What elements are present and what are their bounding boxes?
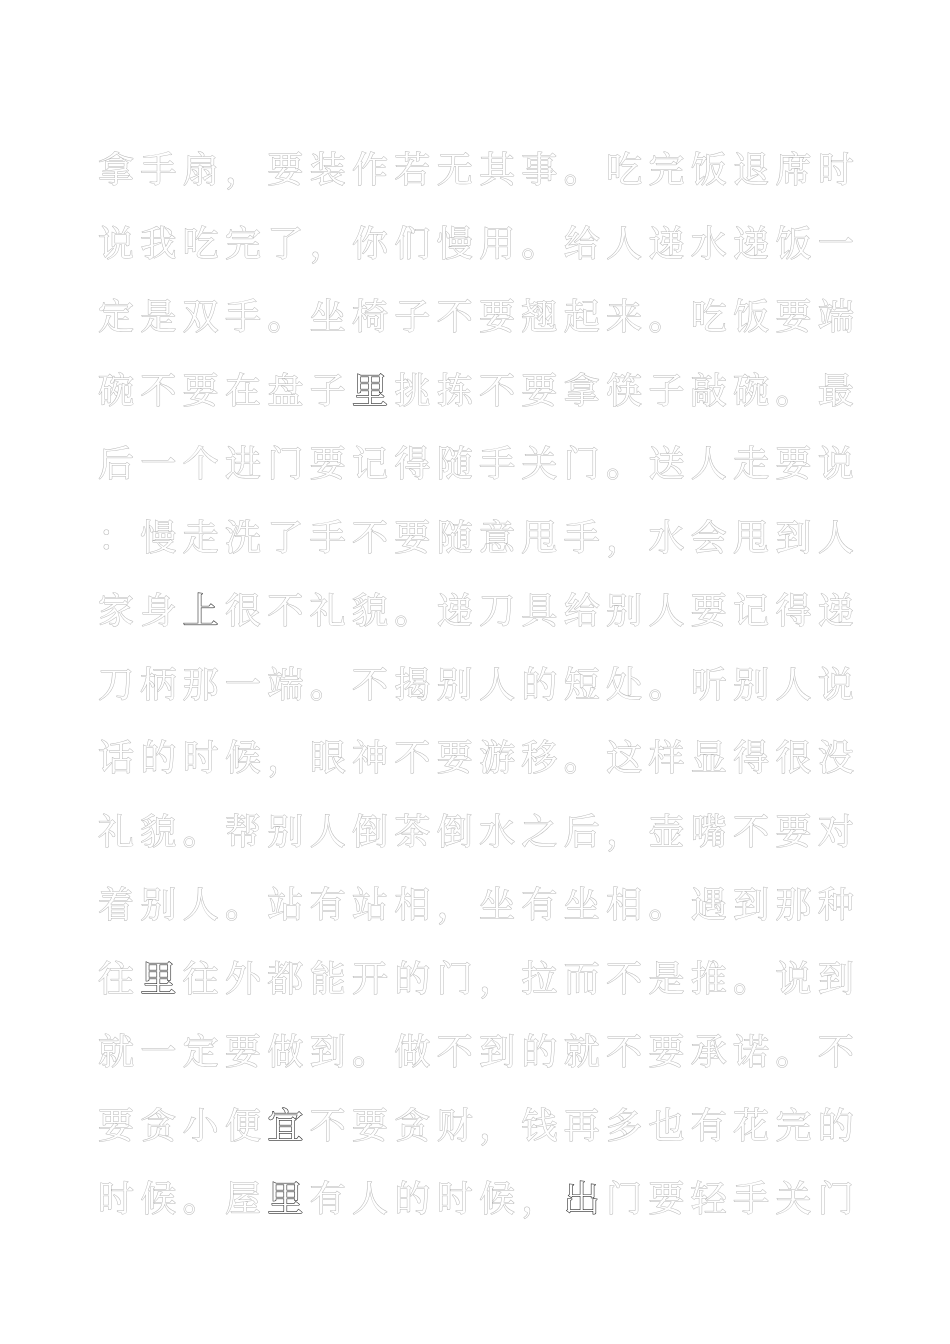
- text-char: 揭: [394, 664, 431, 706]
- text-char: ，: [309, 223, 346, 265]
- text-char: 敲: [690, 370, 727, 412]
- text-char: 眼: [309, 738, 346, 779]
- text-char: 席: [775, 150, 812, 191]
- text-char: 其: [479, 150, 516, 191]
- text-char: 有: [309, 1179, 346, 1220]
- text-char: 花: [733, 1105, 770, 1147]
- text-char: 完: [648, 150, 685, 191]
- text-char: 人: [182, 885, 219, 926]
- text-char: 壶: [648, 811, 685, 853]
- text-line: [96, 722, 856, 796]
- text-line: [96, 355, 856, 429]
- text-char: 倒: [352, 811, 389, 853]
- text-char: 有: [690, 1105, 727, 1147]
- text-char: 都: [267, 958, 304, 1000]
- text-char: 样: [648, 738, 685, 779]
- text-char: 要: [97, 1105, 134, 1147]
- text-char: 饭: [690, 150, 727, 191]
- text-char: 了: [267, 223, 304, 265]
- text-char: 人: [309, 811, 346, 853]
- text-line: [96, 869, 856, 943]
- text-char: 不: [733, 811, 770, 853]
- text-char: 意: [479, 517, 516, 559]
- text-char: 貌: [352, 591, 389, 632]
- text-char: 别: [733, 664, 770, 706]
- text-char: 拿: [563, 370, 600, 412]
- text-char: 关: [521, 444, 558, 485]
- text-char: 多: [606, 1105, 643, 1147]
- text-char: 双: [182, 297, 219, 338]
- text-line: [96, 428, 856, 502]
- text-char: 人: [479, 664, 516, 706]
- text-char: 再: [563, 1105, 600, 1147]
- text-char: 时: [817, 150, 854, 191]
- text-char: 站: [352, 885, 389, 926]
- text-char: 人: [352, 1179, 389, 1220]
- text-char: 移: [521, 738, 558, 779]
- text-char: 作: [352, 150, 389, 191]
- text-char: 贪: [140, 1105, 177, 1147]
- text-char: 到: [309, 1032, 346, 1073]
- text-char: 到: [733, 885, 770, 926]
- text-char: 关: [775, 1179, 812, 1220]
- text-char: 筷: [606, 370, 643, 412]
- text-char: 出: [563, 1179, 600, 1220]
- text-char: 进: [225, 444, 262, 485]
- text-line: [96, 943, 856, 1017]
- text-char: 无: [436, 150, 473, 191]
- text-char: 外: [225, 958, 262, 1000]
- text-char: ，: [267, 738, 304, 779]
- text-char: 饭: [775, 223, 812, 265]
- text-char: 吃: [182, 223, 219, 265]
- text-char: 就: [563, 1032, 600, 1073]
- text-char: 后: [563, 811, 600, 853]
- text-char: 一: [817, 223, 854, 265]
- text-char: 家: [97, 591, 134, 632]
- text-char: 到: [479, 1032, 516, 1073]
- text-char: 而: [563, 958, 600, 1000]
- text-char: ，: [436, 885, 473, 926]
- text-char: 坐: [563, 885, 600, 926]
- text-char: 水: [690, 223, 727, 265]
- text-char: 别: [606, 591, 643, 632]
- text-char: 候: [479, 1179, 516, 1220]
- text-char: 完: [225, 223, 262, 265]
- text-char: 。: [182, 811, 219, 853]
- text-char: 要: [690, 591, 727, 632]
- text-char: 吃: [606, 150, 643, 191]
- text-char: 手: [733, 1179, 770, 1220]
- text-char: 别: [267, 811, 304, 853]
- text-char: 坐: [309, 297, 346, 338]
- text-char: 记: [352, 444, 389, 485]
- text-char: 的: [521, 664, 558, 706]
- text-char: 坐: [479, 885, 516, 926]
- text-char: 做: [267, 1032, 304, 1073]
- text-char: 说: [775, 958, 812, 1000]
- text-char: 的: [140, 738, 177, 779]
- text-char: 要: [775, 297, 812, 338]
- text-char: 要: [225, 1032, 262, 1073]
- text-char: 着: [97, 885, 134, 926]
- text-char: 贪: [394, 1105, 431, 1147]
- text-char: 上: [182, 591, 219, 632]
- text-char: 要: [267, 150, 304, 191]
- text-char: 之: [521, 811, 558, 853]
- text-char: 要: [479, 297, 516, 338]
- text-char: 不: [140, 370, 177, 412]
- text-char: 屋: [225, 1179, 262, 1220]
- text-char: 手: [309, 517, 346, 559]
- text-char: 拿: [97, 150, 134, 191]
- text-char: 。: [309, 664, 346, 706]
- text-char: 相: [606, 885, 643, 926]
- text-char: 承: [690, 1032, 727, 1073]
- text-char: 我: [140, 223, 177, 265]
- text-char: 一: [225, 664, 262, 706]
- text-char: 站: [267, 885, 304, 926]
- text-char: 得: [775, 591, 812, 632]
- text-char: 记: [733, 591, 770, 632]
- text-char: 慢: [436, 223, 473, 265]
- text-char: 水: [479, 811, 516, 853]
- text-char: 柄: [140, 664, 177, 706]
- text-line: [96, 208, 856, 282]
- text-char: 。: [225, 885, 262, 926]
- text-char: 的: [394, 958, 431, 1000]
- text-char: 神: [352, 738, 389, 779]
- text-char: 对: [817, 811, 854, 853]
- text-char: 饭: [733, 297, 770, 338]
- text-char: 。: [352, 1032, 389, 1073]
- text-char: 到: [817, 958, 854, 1000]
- text-char: 碗: [97, 370, 134, 412]
- text-char: 送: [648, 444, 685, 485]
- text-char: 做: [394, 1032, 431, 1073]
- text-char: ，: [606, 811, 643, 853]
- text-line: [96, 281, 856, 355]
- text-char: 不: [267, 591, 304, 632]
- text-char: 要: [394, 517, 431, 559]
- text-char: 子: [394, 297, 431, 338]
- text-char: 。: [648, 297, 685, 338]
- text-char: 不: [436, 1032, 473, 1073]
- text-char: 往: [182, 958, 219, 1000]
- text-char: 候: [225, 738, 262, 779]
- text-char: ，: [521, 1179, 558, 1220]
- text-char: 用: [479, 223, 516, 265]
- text-char: 游: [479, 738, 516, 779]
- text-char: 要: [648, 1032, 685, 1073]
- text-char: 往: [97, 958, 134, 1000]
- text-char: 一: [140, 1032, 177, 1073]
- text-char: 走: [182, 517, 219, 559]
- text-char: 别: [436, 664, 473, 706]
- text-char: 这: [606, 738, 643, 779]
- text-char: 有: [309, 885, 346, 926]
- text-char: 礼: [97, 811, 134, 853]
- text-char: 门: [606, 1179, 643, 1220]
- text-char: 挑: [394, 370, 431, 412]
- text-char: 的: [521, 1032, 558, 1073]
- text-char: 人: [690, 444, 727, 485]
- text-char: 要: [775, 444, 812, 485]
- text-line: [96, 1163, 856, 1237]
- text-char: 门: [267, 444, 304, 485]
- text-char: 短: [563, 664, 600, 706]
- text-line: [96, 502, 856, 576]
- text-char: 能: [309, 958, 346, 1000]
- text-char: 没: [817, 738, 854, 779]
- text-char: 话: [97, 738, 134, 779]
- text-char: 碗: [733, 370, 770, 412]
- body-text: [96, 134, 856, 1237]
- text-char: 人: [817, 517, 854, 559]
- text-char: 盘: [267, 370, 304, 412]
- text-char: 那: [775, 885, 812, 926]
- text-char: 的: [394, 1179, 431, 1220]
- text-char: 候: [140, 1179, 177, 1220]
- text-char: 。: [775, 1032, 812, 1073]
- text-char: 。: [182, 1179, 219, 1220]
- text-char: 会: [690, 517, 727, 559]
- text-char: 随: [436, 517, 473, 559]
- text-char: 门: [436, 958, 473, 1000]
- text-char: 了: [267, 517, 304, 559]
- text-char: 人: [606, 223, 643, 265]
- text-char: 递: [733, 223, 770, 265]
- text-char: 显: [690, 738, 727, 779]
- text-char: 是: [140, 297, 177, 338]
- text-char: 甩: [521, 517, 558, 559]
- text-char: 端: [267, 664, 304, 706]
- text-char: 手: [479, 444, 516, 485]
- text-char: 椅: [352, 297, 389, 338]
- text-char: 不: [309, 1105, 346, 1147]
- text-char: 定: [97, 297, 134, 338]
- text-char: 要: [436, 738, 473, 779]
- text-char: 时: [97, 1179, 134, 1220]
- text-char: 后: [97, 444, 134, 485]
- text-char: 轻: [690, 1179, 727, 1220]
- text-char: 递: [817, 591, 854, 632]
- text-char: 在: [225, 370, 262, 412]
- text-char: 。: [648, 664, 685, 706]
- text-char: 身: [140, 591, 177, 632]
- text-char: 你: [352, 223, 389, 265]
- text-line: [96, 1090, 856, 1164]
- text-char: 给: [563, 591, 600, 632]
- text-char: 要: [775, 811, 812, 853]
- text-char: 遇: [690, 885, 727, 926]
- text-char: 手: [225, 297, 262, 338]
- text-char: 钱: [521, 1105, 558, 1147]
- text-char: 端: [817, 297, 854, 338]
- text-char: 。: [394, 591, 431, 632]
- text-char: 便: [225, 1105, 262, 1147]
- text-char: 洗: [225, 517, 262, 559]
- text-char: 财: [436, 1105, 473, 1147]
- text-char: 。: [648, 885, 685, 926]
- text-char: 子: [309, 370, 346, 412]
- text-char: 若: [394, 150, 431, 191]
- text-char: 。: [563, 150, 600, 191]
- text-char: 到: [775, 517, 812, 559]
- text-char: 要: [182, 370, 219, 412]
- text-char: 里: [352, 370, 389, 412]
- text-char: 具: [521, 591, 558, 632]
- text-char: 子: [648, 370, 685, 412]
- text-char: 种: [817, 885, 854, 926]
- text-char: 拉: [521, 958, 558, 1000]
- text-char: 人: [775, 664, 812, 706]
- text-char: 是: [648, 958, 685, 1000]
- text-char: 宜: [267, 1105, 304, 1147]
- text-char: 水: [648, 517, 685, 559]
- text-line: [96, 134, 856, 208]
- text-char: 翘: [521, 297, 558, 338]
- text-char: 说: [817, 664, 854, 706]
- text-char: 要: [352, 1105, 389, 1147]
- text-char: 倒: [436, 811, 473, 853]
- text-char: 扇: [182, 150, 219, 191]
- text-char: 里: [140, 958, 177, 1000]
- text-char: 完: [775, 1105, 812, 1147]
- text-char: 很: [775, 738, 812, 779]
- text-char: ，: [479, 1105, 516, 1147]
- text-char: 听: [690, 664, 727, 706]
- text-char: 不: [479, 370, 516, 412]
- text-char: 诺: [733, 1032, 770, 1073]
- text-char: 递: [648, 223, 685, 265]
- text-char: 就: [97, 1032, 134, 1073]
- text-char: 装: [309, 150, 346, 191]
- text-char: 个: [182, 444, 219, 485]
- text-char: 开: [352, 958, 389, 1000]
- text-char: 很: [225, 591, 262, 632]
- text-char: 。: [733, 958, 770, 1000]
- text-char: 说: [97, 223, 134, 265]
- text-char: ：: [97, 517, 134, 559]
- text-char: 推: [690, 958, 727, 1000]
- text-line: [96, 796, 856, 870]
- text-char: 拣: [436, 370, 473, 412]
- text-char: 。: [606, 444, 643, 485]
- text-char: 貌: [140, 811, 177, 853]
- text-char: 时: [436, 1179, 473, 1220]
- text-char: 别: [140, 885, 177, 926]
- text-char: 时: [182, 738, 219, 779]
- text-char: 慢: [140, 517, 177, 559]
- text-char: 不: [394, 738, 431, 779]
- text-char: 得: [394, 444, 431, 485]
- text-char: 门: [563, 444, 600, 485]
- text-char: 要: [521, 370, 558, 412]
- text-char: 递: [436, 591, 473, 632]
- text-char: 刀: [479, 591, 516, 632]
- text-char: 要: [648, 1179, 685, 1220]
- text-char: 茶: [394, 811, 431, 853]
- text-char: 随: [436, 444, 473, 485]
- text-char: 给: [563, 223, 600, 265]
- text-char: 要: [309, 444, 346, 485]
- text-char: 手: [563, 517, 600, 559]
- text-line: [96, 1016, 856, 1090]
- text-char: 。: [521, 223, 558, 265]
- text-char: 甩: [733, 517, 770, 559]
- text-char: 。: [563, 738, 600, 779]
- text-char: 也: [648, 1105, 685, 1147]
- text-char: ，: [225, 150, 262, 191]
- text-char: 不: [352, 517, 389, 559]
- text-char: 不: [436, 297, 473, 338]
- text-char: 得: [733, 738, 770, 779]
- text-char: 帮: [225, 811, 262, 853]
- text-char: 定: [182, 1032, 219, 1073]
- text-char: 起: [563, 297, 600, 338]
- text-char: ，: [479, 958, 516, 1000]
- text-char: 那: [182, 664, 219, 706]
- text-char: 。: [775, 370, 812, 412]
- text-char: 不: [606, 1032, 643, 1073]
- text-char: 刀: [97, 664, 134, 706]
- text-char: 嘴: [690, 811, 727, 853]
- text-char: 不: [817, 1032, 854, 1073]
- text-char: 相: [394, 885, 431, 926]
- text-char: 有: [521, 885, 558, 926]
- text-char: 最: [817, 370, 854, 412]
- text-char: 不: [352, 664, 389, 706]
- text-char: 们: [394, 223, 431, 265]
- text-char: 手: [140, 150, 177, 191]
- text-char: 礼: [309, 591, 346, 632]
- text-char: 事: [521, 150, 558, 191]
- text-char: 一: [140, 444, 177, 485]
- text-line: [96, 575, 856, 649]
- text-line: [96, 649, 856, 723]
- text-char: 的: [817, 1105, 854, 1147]
- text-char: 说: [817, 444, 854, 485]
- text-char: 来: [606, 297, 643, 338]
- text-char: 处: [606, 664, 643, 706]
- text-char: 人: [648, 591, 685, 632]
- text-char: 吃: [690, 297, 727, 338]
- text-char: 退: [733, 150, 770, 191]
- text-char: ，: [606, 517, 643, 559]
- text-char: 走: [733, 444, 770, 485]
- text-char: 门: [817, 1179, 854, 1220]
- text-char: 小: [182, 1105, 219, 1147]
- text-char: 。: [267, 297, 304, 338]
- text-char: 里: [267, 1179, 304, 1220]
- text-char: 不: [606, 958, 643, 1000]
